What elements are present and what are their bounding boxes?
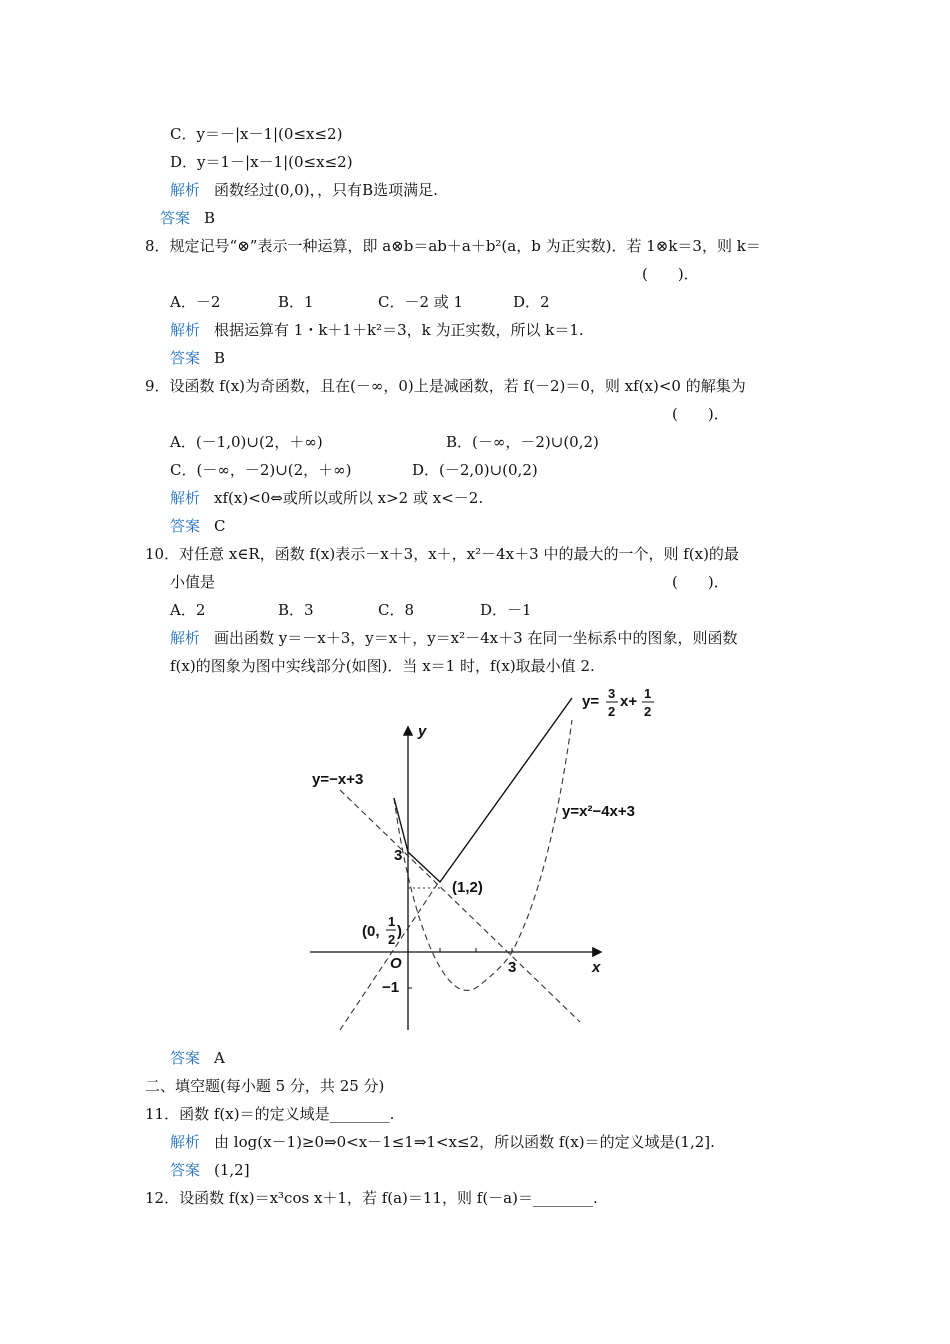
q12-stem: 12．设函数 f(x)＝x³cos x＋1，若 f(a)＝11，则 f(－a)＝________. (145, 1189, 598, 1207)
q8-option-d: D．2 (513, 293, 550, 311)
point-half-num: 1 (388, 914, 396, 929)
analysis-label: 解析 (170, 629, 201, 647)
q9-analysis (170, 488, 483, 508)
analysis-label: 解析 (170, 181, 201, 199)
q10-stem-line1: 10．对任意 x∈R，函数 f(x)表示－x＋3，x＋，x²－4x＋3 中的最大的一个，则 f(x)的最 (145, 545, 739, 563)
label-line-den2: 2 (644, 704, 652, 719)
q8-paren: ( )． (642, 265, 699, 283)
q8-stem: 8．规定记号“⊗”表示一种运算，即 a⊗b＝ab＋a＋b²(a，b 为正实数)．若 1⊗k＝3，则 k＝ (145, 237, 761, 255)
q7-answer (160, 208, 215, 228)
q8-answer (170, 348, 225, 368)
q9-answer-value: C (214, 517, 226, 535)
label-parabola: y=x²−4x+3 (562, 803, 635, 820)
label-line-num2: 1 (644, 686, 652, 701)
parabola-dashed (394, 720, 572, 990)
analysis-label: 解析 (170, 489, 201, 507)
answer-label: 答案 (170, 349, 201, 367)
q10-stem-line2: 小值是 (170, 573, 216, 591)
label-line-neg-x-plus-3: y=−x+3 (312, 771, 364, 788)
q9-option-d: D．(－2,0)∪(0,2) (412, 461, 538, 479)
tick-neg1: −1 (382, 979, 400, 996)
q9-paren: ( )． (672, 405, 729, 423)
label-line-den1: 2 (608, 704, 616, 719)
q10-analysis-line1 (170, 628, 737, 648)
axis-x-label: x (592, 959, 601, 976)
q11-analysis-text: 由 log(x－1)≥0⇒0<x－1≤1⇒1<x≤2，所以函数 f(x)＝的定义域是(1,2]. (214, 1133, 715, 1151)
answer-label: 答案 (160, 209, 191, 227)
label-line-lhs: y= (582, 693, 600, 710)
q9-option-b: B．(－∞，－2)∪(0,2) (446, 433, 599, 451)
q8-analysis-text: 根据运算有 1・k＋1＋k²＝3，k 为正实数，所以 k＝1. (214, 321, 584, 339)
q11-analysis (170, 1132, 715, 1152)
q8-option-a: A．－2 (170, 293, 221, 311)
q9-stem: 9．设函数 f(x)为奇函数，且在(－∞，0)上是减函数，若 f(－2)＝0，则 xf(x)<0 的解集为 (145, 377, 746, 395)
q10-paren: ( )． (672, 573, 729, 591)
q11-stem: 11．函数 f(x)＝的定义域是________. (145, 1105, 395, 1123)
q10-answer-value: A (214, 1049, 225, 1067)
q7-option-c: C．y＝－|x－1|(0≤x≤2) (170, 125, 343, 143)
q9-option-a: A．(－1,0)∪(2，＋∞) (170, 433, 323, 451)
q10-answer (170, 1048, 225, 1068)
q7-answer-value: B (204, 209, 216, 227)
answer-label: 答案 (170, 1161, 201, 1179)
q8-option-c: C．－2 或 1 (378, 293, 464, 311)
point-half-den: 2 (388, 932, 396, 947)
line-neg-x-plus-3-dashed (340, 790, 580, 1022)
q9-answer (170, 516, 226, 536)
point-half-lhs: (0, (362, 923, 380, 940)
answer-label: 答案 (170, 517, 201, 535)
answer-label: 答案 (170, 1049, 201, 1067)
analysis-label: 解析 (170, 321, 201, 339)
origin-label: O (390, 955, 402, 972)
q7-analysis (170, 180, 438, 200)
q10-option-d: D．－1 (480, 601, 532, 619)
point-1-2: (1,2) (452, 879, 483, 896)
q8-answer-value: B (214, 349, 226, 367)
q9-option-c: C．(－∞，－2)∪(2，＋∞) (170, 461, 352, 479)
q8-analysis (170, 320, 584, 340)
q9-analysis-text: xf(x)<0⇔或所以或所以 x>2 或 x<－2. (214, 489, 484, 507)
label-line-num1: 3 (608, 686, 616, 701)
q7-option-d: D．y＝1－|x－1|(0≤x≤2) (170, 153, 353, 171)
q10-analysis-line2: f(x)的图象为图中实线部分(如图)．当 x＝1 时，f(x)取最小值 2. (170, 657, 595, 675)
point-half-rhs: ) (397, 923, 402, 940)
q11-answer (170, 1160, 250, 1180)
q10-option-b: B．3 (278, 601, 314, 619)
q8-option-b: B．1 (278, 293, 314, 311)
q10-option-a: A．2 (170, 601, 206, 619)
tick-3-y: 3 (394, 847, 403, 864)
q11-answer-value: (1,2] (214, 1161, 250, 1179)
section-2-heading: 二、填空题(每小题 5 分，共 25 分) (145, 1077, 385, 1095)
axis-y-label: y (418, 723, 427, 740)
analysis-label: 解析 (170, 1133, 201, 1151)
tick-3-x: 3 (508, 959, 517, 976)
q10-option-c: C．8 (378, 601, 415, 619)
q10-analysis-text1: 画出函数 y＝－x＋3，y＝x＋，y＝x²－4x＋3 在同一坐标系中的图象，则函数 (214, 629, 738, 647)
q7-analysis-text: 函数经过(0,0)，，只有B选项满足. (214, 181, 438, 199)
function-graph-figure (300, 680, 660, 1040)
label-line-mid: x+ (620, 693, 638, 710)
